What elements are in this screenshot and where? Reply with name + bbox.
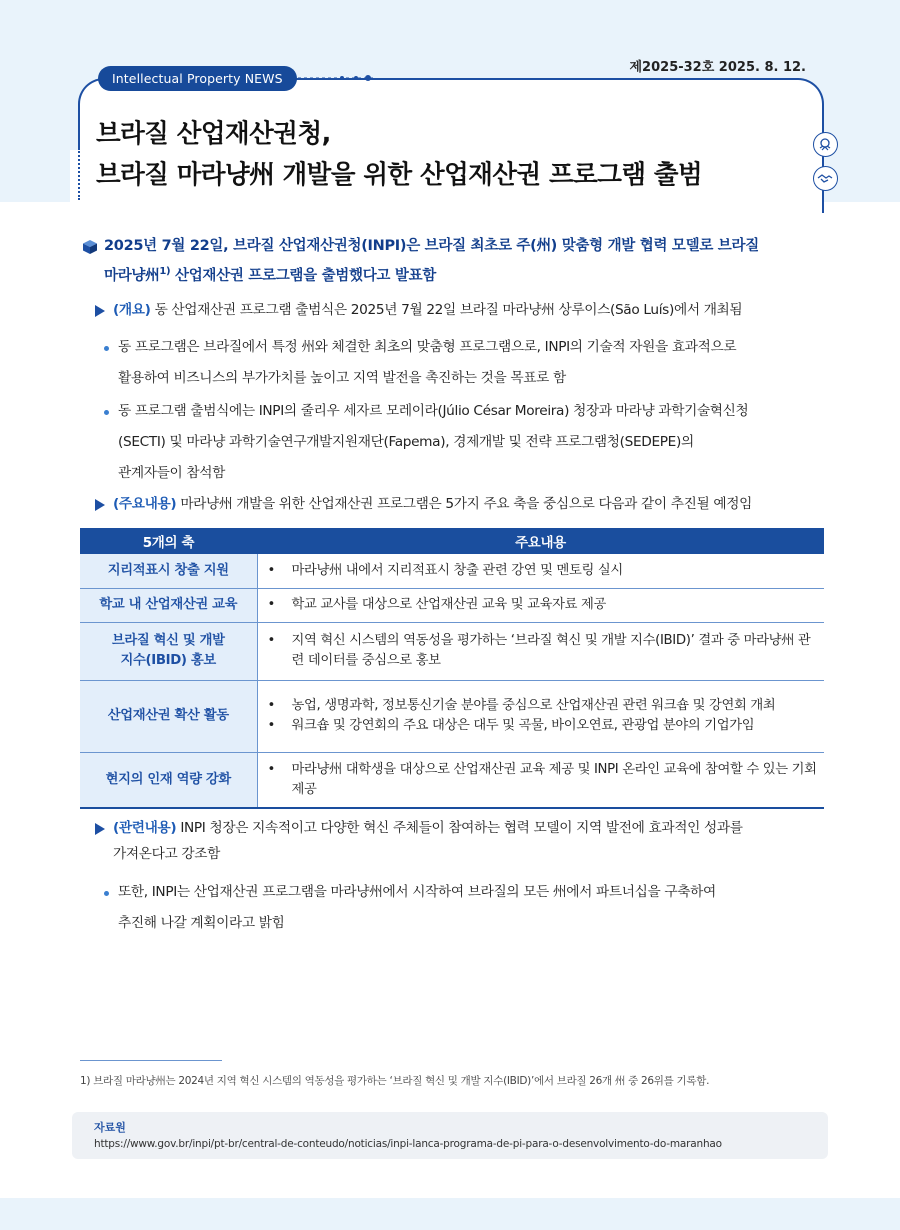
table-header-axis: 5개의 축 xyxy=(80,528,257,554)
footnote: 1) 브라질 마라냥州는 2024년 지역 혁신 시스템의 역동성을 평가하는 ‘브라질 혁신 및 개발 지수(IBID)’에서 브라질 26개 州 중 26위를 기록함. xyxy=(80,1075,710,1087)
list-item: 동 프로그램은 브라질에서 특정 州와 체결한 최초의 맞춤형 프로그램으로, INPI의 기술적 자원을 효과적으로 활용하여 비즈니스의 부가가치를 높이고 지역 발전을 촉진하는 것을 목표로 함 xyxy=(104,332,830,394)
handshake-icon xyxy=(813,166,838,191)
overview-item: (개요) 동 산업재산권 프로그램 출범식은 2025년 7월 22일 브라질 마라냥州 상루이스(São Luís)에서 개최됨 xyxy=(95,297,830,323)
dots-decoration xyxy=(298,73,374,83)
table-bullet: • 마라냥州 대학생을 대상으로 산업재산권 교육 제공 및 INPI 온라인 교육에 참여할 수 있는 기회 제공 xyxy=(264,760,819,800)
main-content-item: (주요내용) 마라냥州 개발을 위한 산업재산권 프로그램은 5가지 주요 축을 중심으로 다음과 같이 추진될 예정임 xyxy=(95,491,830,517)
dot-bullet-icon xyxy=(104,410,109,415)
table-header-content: 주요내용 xyxy=(257,528,824,554)
axis-label: 브라질 혁신 및 개발 지수(IBID) 홍보 xyxy=(80,622,257,680)
five-axes-table xyxy=(80,528,824,809)
list-item: 동 프로그램 출범식에는 INPI의 줄리우 세자르 모레이라(Júlio César Moreira) 청장과 마라냥 과학기술혁신청 (SECTI) 및 마라냥 과학기술연구개발지원재단(Fapema), 경제개발 및 전략 프로그램청(SEDEPE)의 관계자들이 참석함 xyxy=(104,396,830,489)
table-row xyxy=(80,588,824,622)
axis-label: 학교 내 산업재산권 교육 xyxy=(80,588,257,622)
dot-bullet-icon xyxy=(104,346,109,351)
page-title: 브라질 산업재산권청, 브라질 마라냥州 개발을 위한 산업재산권 프로그램 출범 xyxy=(96,119,703,190)
table-bullet: • 농업, 생명과학, 정보통신기술 분야를 중심으로 산업재산권 관련 워크숍 및 강연회 개최 xyxy=(264,696,819,716)
source-box xyxy=(72,1112,828,1159)
source-label: 자료원 xyxy=(94,1121,126,1134)
lead-summary: 2025년 7월 22일, 브라질 산업재산권청(INPI)은 브라질 최초로 주(州) 맞춤형 개발 협력 모델로 브라질 마라냥州$^{1)}$ 산업재산권 프로그램을 출범했다고 발표함 xyxy=(80,233,830,289)
table-bullet: • 학교 교사를 대상으로 산업재산권 교육 및 교육자료 제공 xyxy=(264,595,819,615)
table-row xyxy=(80,622,824,680)
table-row xyxy=(80,752,824,808)
table-row xyxy=(80,680,824,752)
axis-label: 지리적표시 창출 지원 xyxy=(80,554,257,588)
triangle-bullet-icon xyxy=(95,499,105,511)
table-bullet: • 지역 혁신 시스템의 역동성을 평가하는 ‘브라질 혁신 및 개발 지수(IBID)’ 결과 중 마라냥州 관련 데이터를 중심으로 홍보 xyxy=(264,631,819,671)
table-bullet: • 마라냥州 내에서 지리적표시 창출 관련 강연 및 멘토링 실시 xyxy=(264,561,819,581)
issue-number-date: 제2025-32호 2025. 8. 12. xyxy=(629,60,806,75)
triangle-bullet-icon xyxy=(95,305,105,317)
axis-label: 현지의 인재 역량 강화 xyxy=(80,752,257,808)
newsletter-name-badge: Intellectual Property NEWS xyxy=(98,66,297,91)
badge-icon xyxy=(813,132,838,157)
header-dotted-line xyxy=(78,140,80,200)
triangle-bullet-icon xyxy=(95,823,105,835)
footnote-divider xyxy=(80,1060,222,1061)
source-link[interactable]: https://www.gov.br/inpi/pt-br/central-de-conteudo/noticias/inpi-lanca-programa-de-pi-para-o-desenvolvimento-do-maranhao xyxy=(94,1138,722,1150)
cube-bullet-icon xyxy=(82,239,98,255)
list-item: 또한, INPI는 산업재산권 프로그램을 마라냥州에서 시작하여 브라질의 모든 州에서 파트너십을 구축하여 추진해 나갈 계획이라고 밝힘 xyxy=(104,877,830,939)
table-bullet: • 워크숍 및 강연회의 주요 대상은 대두 및 곡물, 바이오연료, 관광업 분야의 기업가임 xyxy=(264,716,819,736)
dot-bullet-icon xyxy=(104,891,109,896)
table-row xyxy=(80,554,824,588)
axis-label: 산업재산권 확산 활동 xyxy=(80,680,257,752)
footer-band xyxy=(0,1198,900,1230)
related-item: (관련내용) INPI 청장은 지속적이고 다양한 혁신 주체들이 참여하는 협력 모델이 지역 발전에 효과적인 성과를 가져온다고 강조함 xyxy=(95,815,830,867)
